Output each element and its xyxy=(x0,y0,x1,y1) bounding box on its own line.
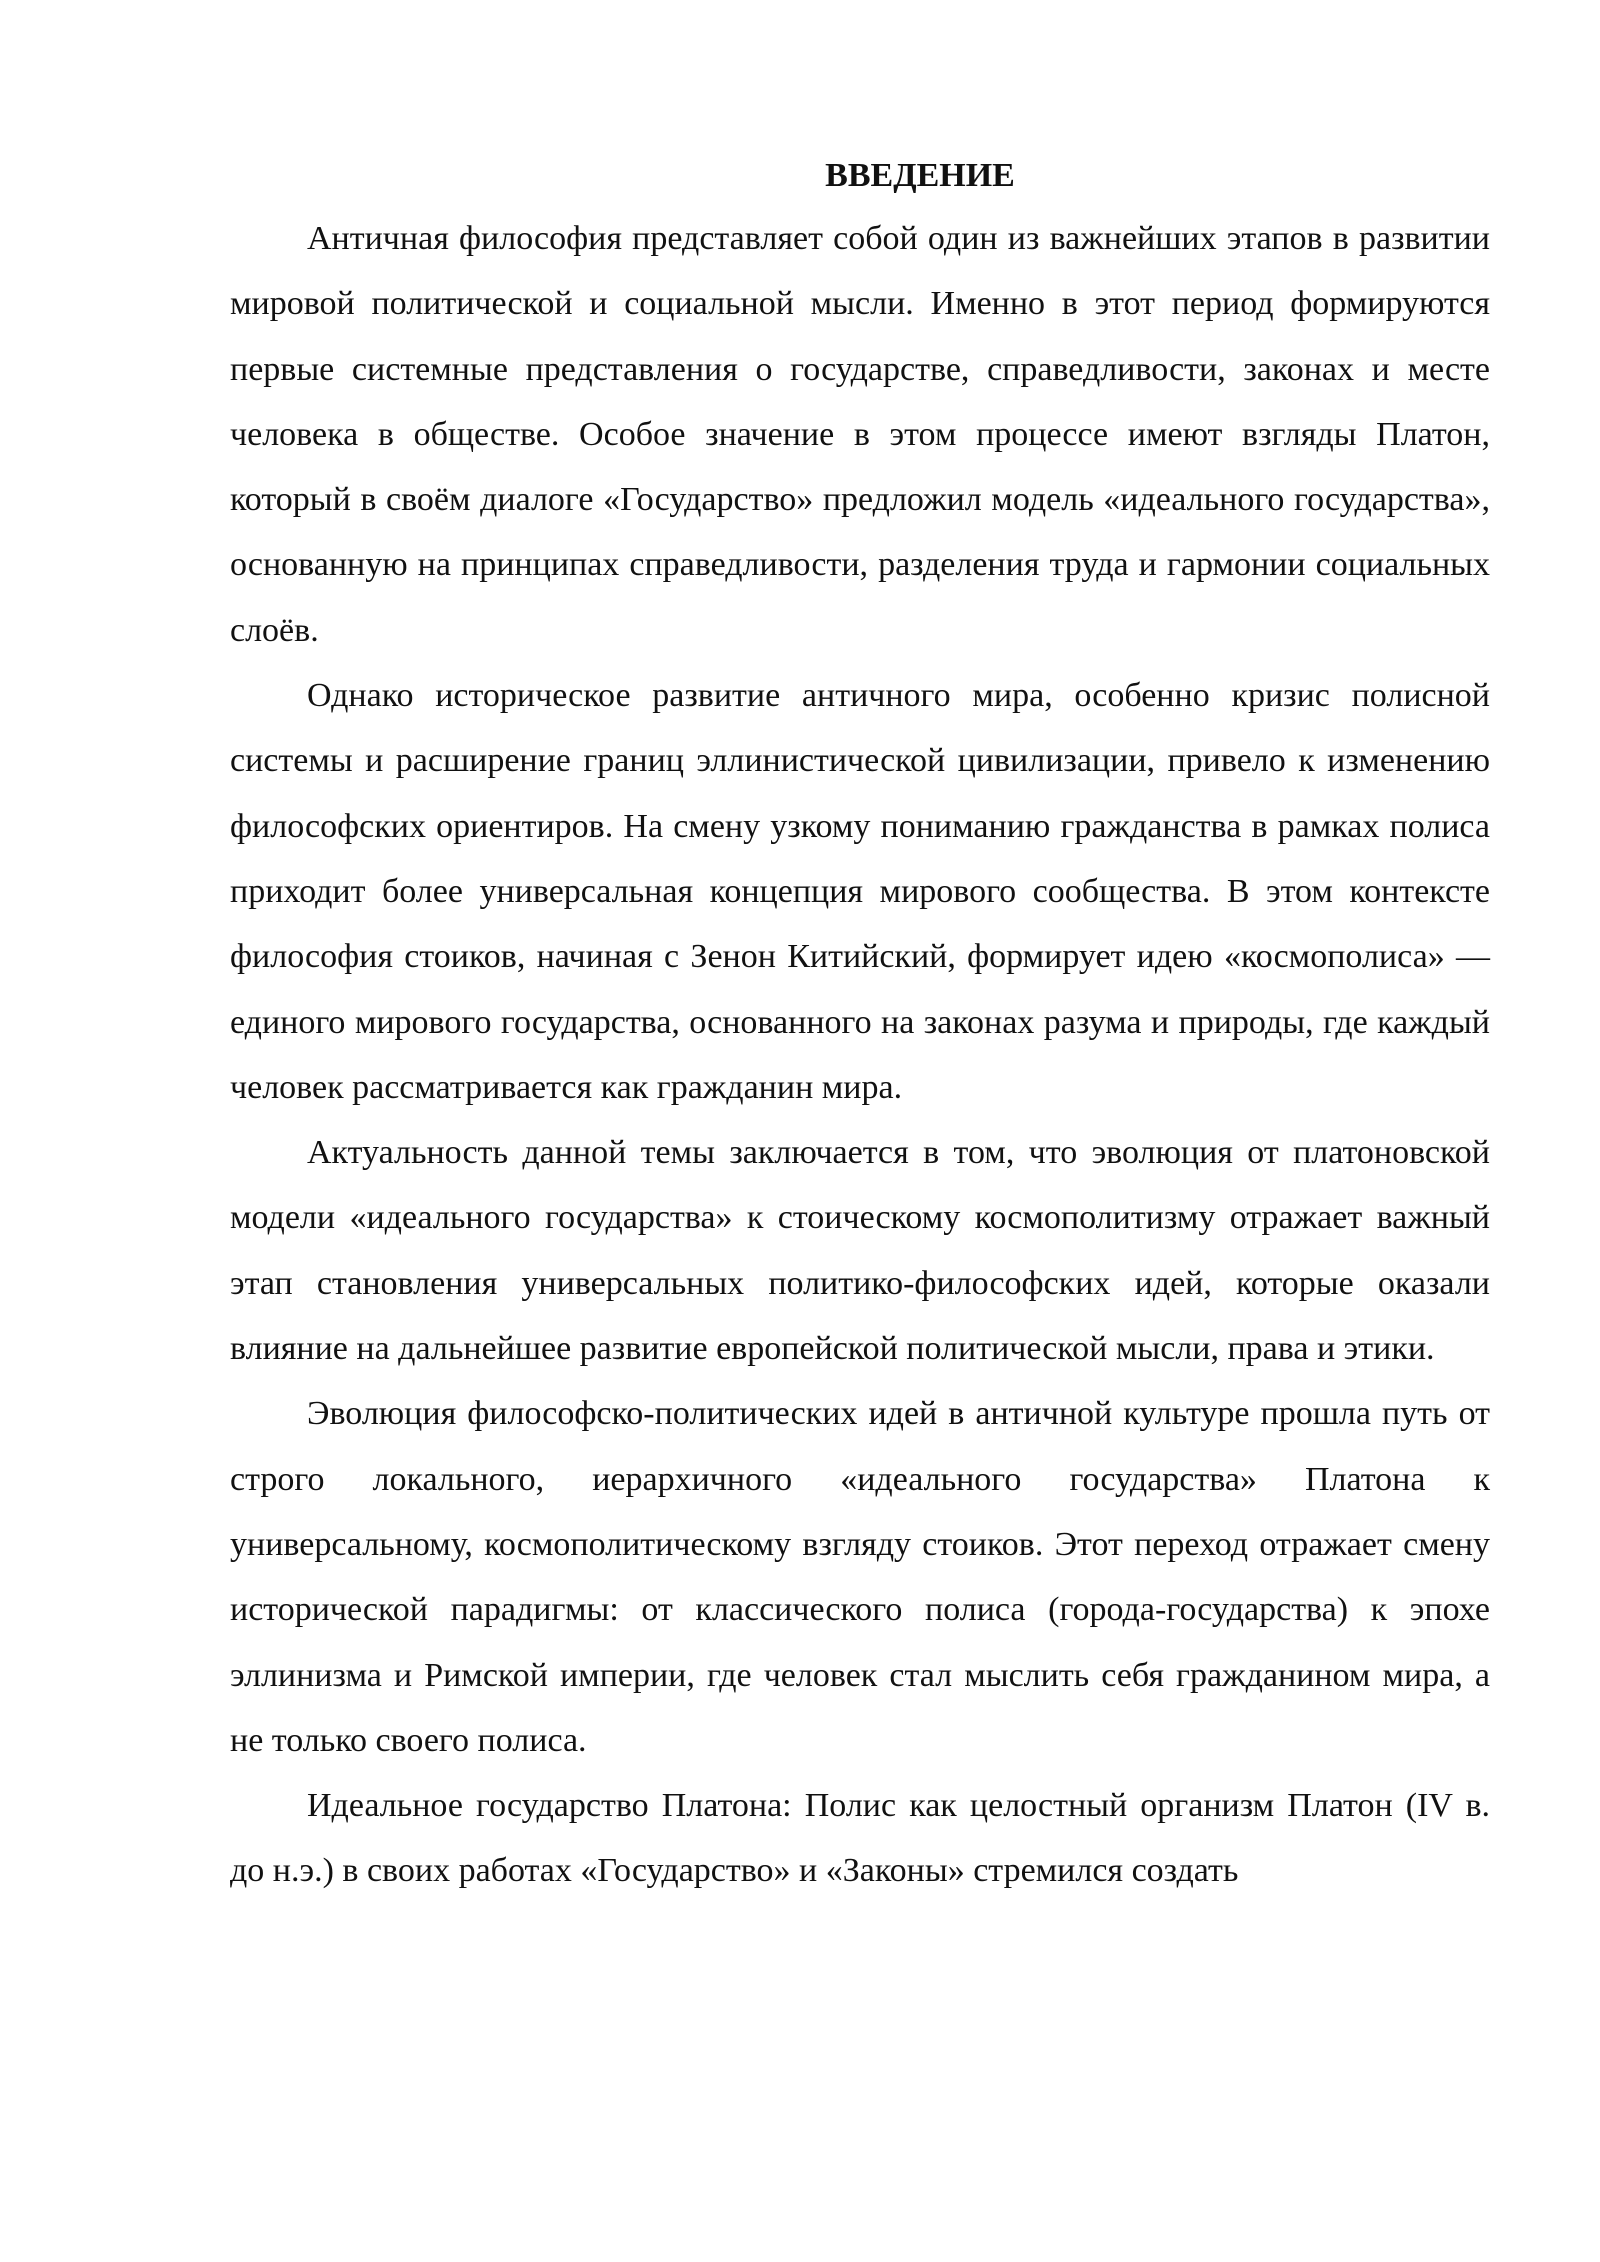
paragraph-plato-ideal-state: Идеальное государство Платона: Полис как целостный организм Платон (IV в. до н.э.) в своих работах «Государство» и «Законы» стремился создать xyxy=(230,1787,1490,1890)
paragraph-evolution: Эволюция философско-политических идей в античной культуре прошла путь от строго локального, иерархичного «идеального государства» Платона к универсальному, космополитическому взгляду стоиков. Этот переход отражает смену исторической парадигмы: от классического полиса (города-государства) к эпохе эллинизма и Римской империи, где человек стал мыслить себя гражданином мира, а не только своего полиса. xyxy=(230,1395,1490,1759)
page-content xyxy=(230,150,1490,1904)
paragraph-historical-development: Однако историческое развитие античного мира, особенно кризис полисной системы и расширение границ эллинистической цивилизации, привело к изменению философских ориентиров. На смену узкому пониманию гражданства в рамках полиса приходит более универсальная концепция мирового сообщества. В этом контексте философия стоиков, начиная с Зенон Китийский, формирует идею «космополиса» — единого мирового государства, основанного на законах разума и природы, где каждый человек рассматривается как гражданин мира. xyxy=(230,677,1490,1106)
paragraph-intro: Античная философия представляет собой один из важнейших этапов в развитии мировой политической и социальной мысли. Именно в этот период формируются первые системные представления о государстве, справедливости, законах и месте человека в обществе. Особое значение в этом процессе имеют взгляды Платон, который в своём диалоге «Государство» предложил модель «идеального государства», основанную на принципах справедливости, разделения труда и гармонии социальных слоёв. xyxy=(230,220,1490,649)
paragraph-relevance: Актуальность данной темы заключается в том, что эволюция от платоновской модели «идеального государства» к стоическому космополитизму отражает важный этап становления универсальных политико-философских идей, которые оказали влияние на дальнейшее развитие европейской политической мысли, права и этики. xyxy=(230,1134,1490,1368)
section-heading: ВВЕДЕНИЕ xyxy=(825,157,1015,194)
